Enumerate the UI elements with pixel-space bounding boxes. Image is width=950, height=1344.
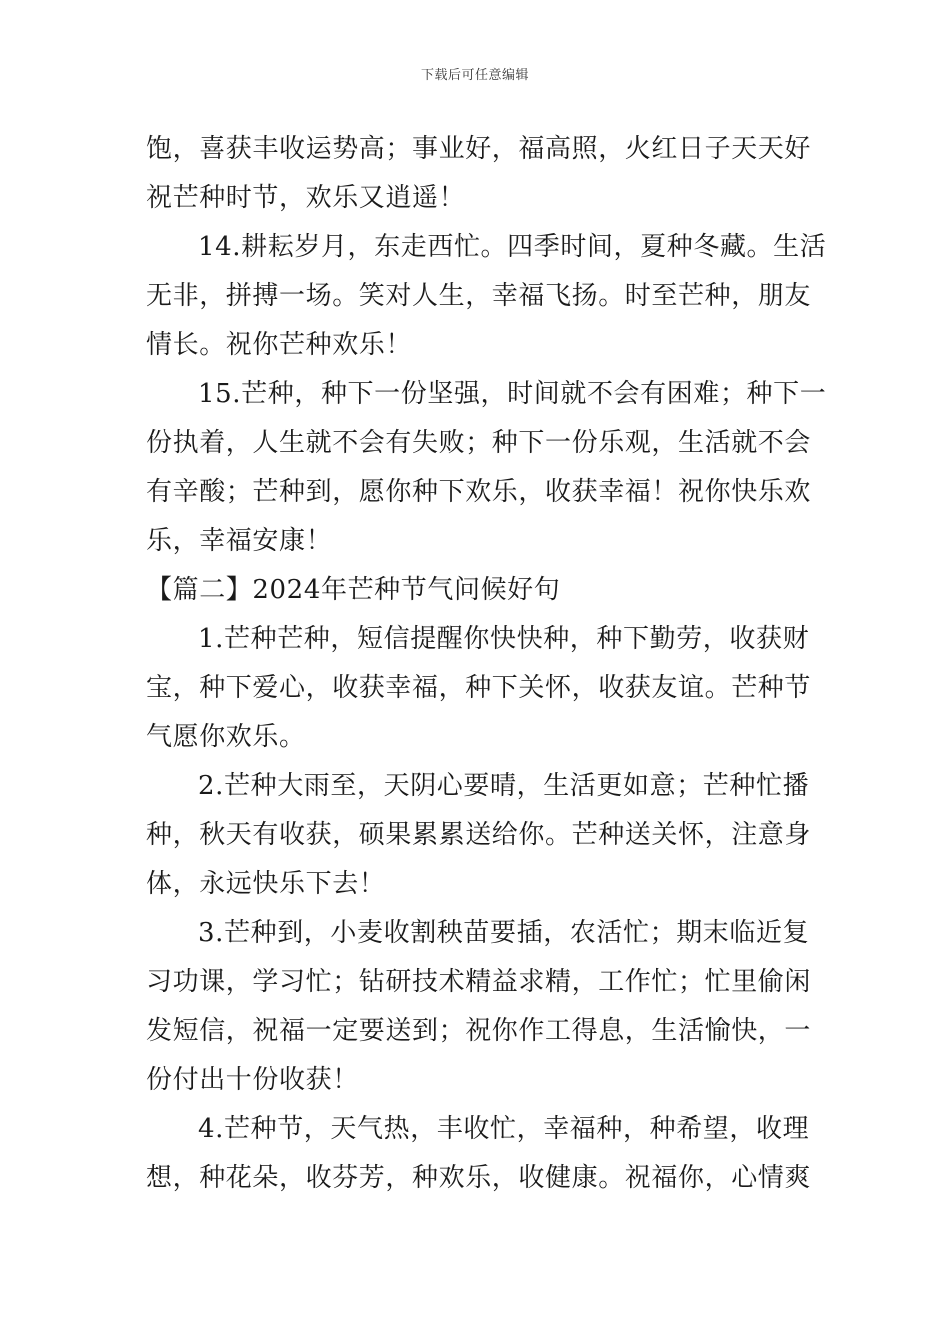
text-line: 份付出十份收获！ [146, 1065, 359, 1095]
text-line: 有辛酸；芒种到，愿你种下欢乐，收获幸福！祝你快乐欢 [146, 477, 812, 507]
text-line: 15.芒种，种下一份坚强，时间就不会有困难；种下一 [198, 379, 827, 409]
text-line: 14.耕耘岁月，东走西忙。四季时间，夏种冬藏。生活 [198, 232, 827, 262]
text-line: 乐，幸福安康！ [146, 526, 333, 556]
text-line: 份执着，人生就不会有失败；种下一份乐观，生活就不会 [146, 428, 812, 458]
text-line: 1.芒种芒种，短信提醒你快快种，种下勤劳，收获财 [198, 624, 810, 654]
text-line: 4.芒种节，天气热，丰收忙，幸福种，种希望，收理 [198, 1114, 810, 1144]
text-line: 宝，种下爱心，收获幸福，种下关怀，收获友谊。芒种节 [146, 673, 812, 703]
section-heading: 【篇二】2024年芒种节气问候好句 [146, 575, 561, 605]
text-line: 祝芒种时节，欢乐又逍遥！ [146, 183, 466, 213]
text-line: 体，永远快乐下去！ [146, 869, 386, 899]
text-line: 无非，拼搏一场。笑对人生，幸福飞扬。时至芒种，朋友 [146, 281, 812, 311]
text-line: 2.芒种大雨至，天阴心要晴，生活更如意；芒种忙播 [198, 771, 810, 801]
text-line: 饱，喜获丰收运势高；事业好，福高照，火红日子天天好 [146, 134, 812, 164]
text-line: 发短信，祝福一定要送到；祝你作工得息，生活愉快，一 [146, 1016, 812, 1046]
text-line: 想，种花朵，收芬芳，种欢乐，收健康。祝福你，心情爽 [146, 1163, 812, 1193]
page-header: 下载后可任意编辑 [420, 68, 529, 83]
text-line: 习功课，学习忙；钻研技术精益求精，工作忙；忙里偷闲 [146, 967, 812, 997]
text-line: 情长。祝你芒种欢乐！ [146, 330, 413, 360]
text-line: 种，秋天有收获，硕果累累送给你。芒种送关怀，注意身 [146, 820, 812, 850]
document-body [146, 125, 827, 1203]
text-line: 气愿你欢乐。 [146, 722, 306, 752]
text-line: 3.芒种到，小麦收割秧苗要插，农活忙；期末临近复 [198, 918, 810, 948]
